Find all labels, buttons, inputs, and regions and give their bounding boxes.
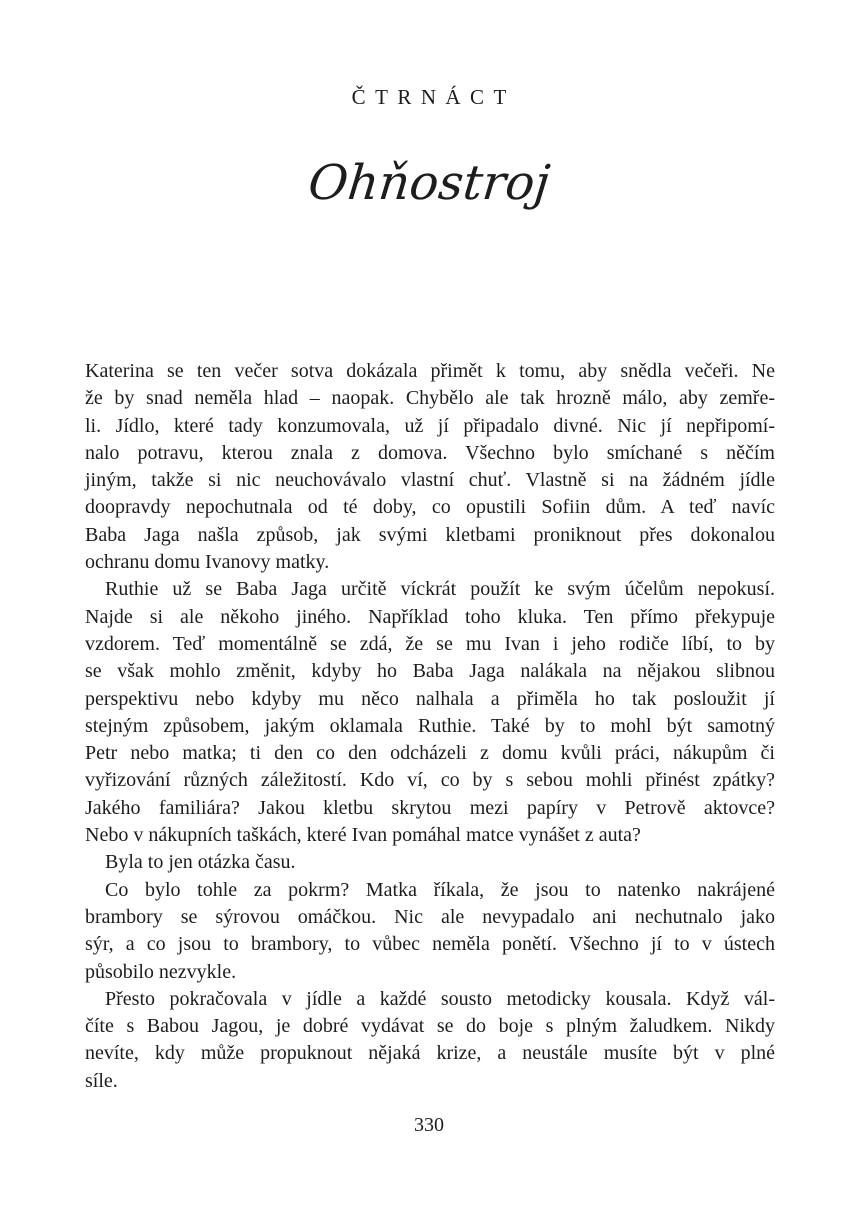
text-line: Katerina se ten večer sotva dokázala přimět k tomu, aby snědla večeři. Ne bbox=[85, 360, 775, 382]
body-text bbox=[85, 358, 775, 1095]
text-line: li. Jídlo, které tady konzumovala, už jí připadalo divné. Nic jí nepřipomí- bbox=[85, 414, 775, 437]
text-line: ochranu domu Ivanovy matky. bbox=[85, 551, 330, 574]
text-line: nevíte, kdy může propuknout nějaká krize, a neustále musíte být v plné bbox=[85, 1042, 775, 1065]
paragraph bbox=[85, 358, 775, 576]
chapter-title: Ohňostroj bbox=[305, 155, 553, 211]
text-line: perspektivu nebo kdyby mu něco nalhala a přiměla ho tak posloužit jí bbox=[85, 687, 775, 710]
paragraph bbox=[85, 849, 775, 876]
paragraph bbox=[85, 986, 775, 1095]
text-line: jiným, takže si nic neuchovávalo vlastní chuť. Vlastně si na žádném jídle bbox=[85, 469, 775, 492]
text-line: vzdorem. Teď momentálně se zdá, že se mu Ivan i jeho rodiče líbí, to by bbox=[85, 632, 775, 655]
text-line: Baba Jaga našla způsob, jak svými kletbami proniknout přes dokonalou bbox=[85, 523, 775, 546]
text-line: Petr nebo matka; ti den co den odcházeli z domu kvůli práci, nákupům či bbox=[85, 742, 775, 765]
text-line: Jakého familiára? Jakou kletbu skrytou mezi papíry v Petrově aktovce? bbox=[85, 796, 775, 819]
page-number: 330 bbox=[414, 1114, 444, 1136]
paragraph bbox=[85, 877, 775, 986]
text-line: brambory se sýrovou omáčkou. Nic ale nevypadalo ani nechutnalo jako bbox=[85, 905, 775, 928]
paragraph bbox=[85, 576, 775, 849]
text-line: síle. bbox=[85, 1069, 118, 1092]
text-line: Ruthie už se Baba Jaga určitě víckrát použít ke svým účelům nepokusí. bbox=[105, 578, 775, 601]
text-line: doopravdy nepochutnala od té doby, co opustili Sofiin dům. A teď navíc bbox=[85, 496, 775, 519]
text-line: že by snad neměla hlad – naopak. Chybělo ale tak hrozně málo, aby zemře- bbox=[85, 387, 775, 410]
text-line: Nebo v nákupních taškách, které Ivan pomáhal matce vynášet z auta? bbox=[85, 824, 641, 847]
text-line: Co bylo tohle za pokrm? Matka říkala, že jsou to natenko nakrájené bbox=[105, 878, 775, 901]
text-line: působilo nezvykle. bbox=[85, 960, 237, 983]
text-line: se však mohlo změnit, kdyby ho Baba Jaga nalákala na nějakou slibnou bbox=[85, 660, 775, 683]
chapter-number: ČTRNÁCT bbox=[351, 85, 516, 109]
text-line: číte s Babou Jagou, je dobré vydávat se do boje s plným žaludkem. Nikdy bbox=[85, 1015, 775, 1038]
text-line: nalo potravu, kterou znala z domova. Všechno bylo smíchané s něčím bbox=[85, 441, 775, 464]
text-line: Přesto pokračovala v jídle a každé sousto metodicky kousala. Když vál- bbox=[105, 987, 775, 1010]
text-line: Najde si ale někoho jiného. Například toho kluka. Ten přímo překypuje bbox=[85, 605, 775, 628]
text-line: Byla to jen otázka času. bbox=[105, 851, 296, 874]
text-line: sýr, a co jsou to brambory, to vůbec neměla ponětí. Všechno jí to v ústech bbox=[85, 933, 775, 956]
text-line: vyřizování různých záležitostí. Kdo ví, co by s sebou mohli přinést zpátky? bbox=[85, 769, 775, 792]
text-line: stejným způsobem, jakým oklamala Ruthie. Také by to mohl být samotný bbox=[85, 714, 775, 737]
